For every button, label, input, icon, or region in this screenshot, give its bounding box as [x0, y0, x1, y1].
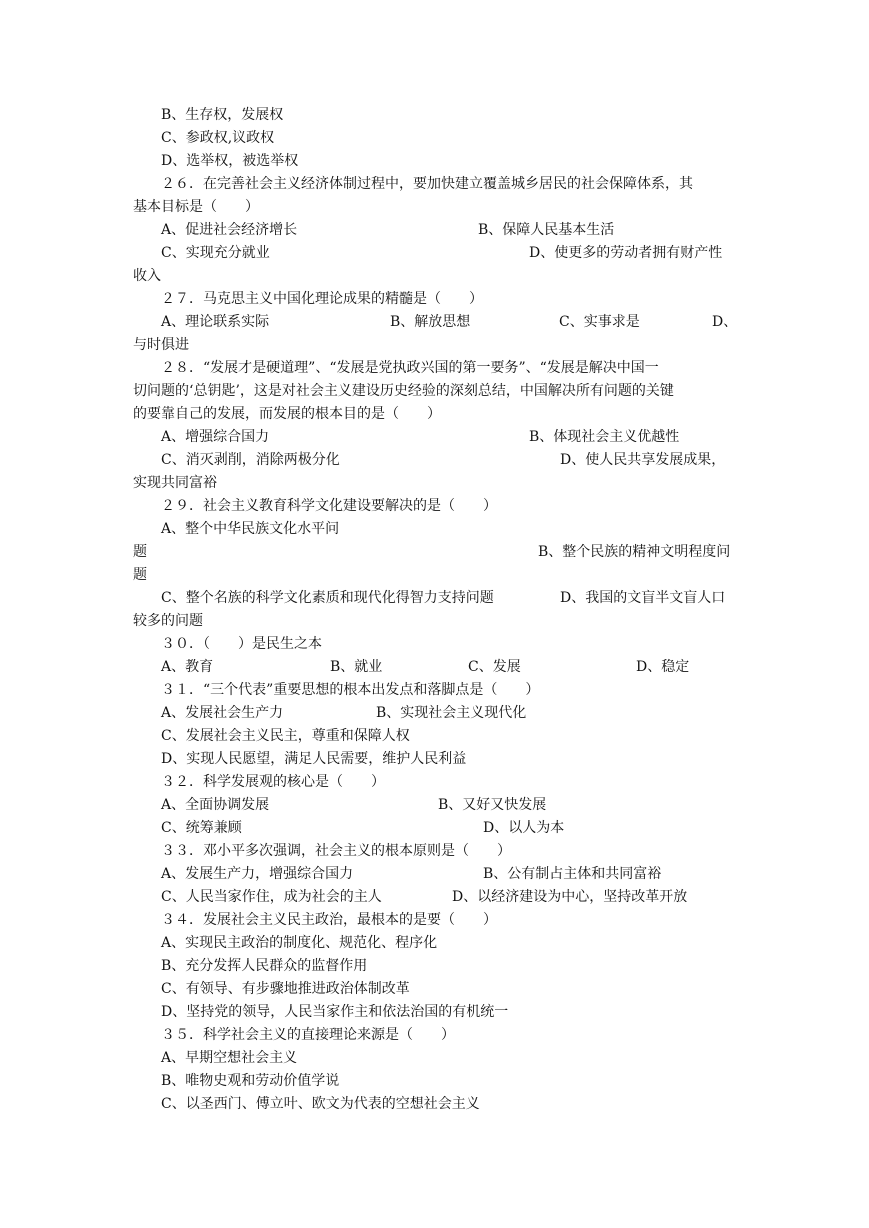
option: C、人民当家作住，成为社会的主人 [161, 889, 382, 905]
question-31: ３１．“三个代表”重要思想的根本出发点和落脚点是（ ） [161, 682, 540, 698]
option: B、又好又快发展 [438, 797, 547, 813]
question-27: ２７．马克思主义中国化理论成果的精髓是（ ） [161, 291, 483, 307]
option: D、以人为本 [483, 820, 565, 836]
option: B、充分发挥人民群众的监督作用 [161, 958, 368, 974]
option: C、整个名族的科学文化素质和现代化得智力支持问题 [161, 590, 494, 606]
option: A、发展生产力，增强综合国力 [161, 866, 354, 882]
question-32: ３２．科学发展观的核心是（ ） [161, 774, 385, 790]
option: D、实现人民愿望，满足人民需要，维护人民利益 [161, 751, 467, 767]
question-29: ２９．社会主义教育科学文化建设要解决的是（ ） [161, 498, 497, 514]
option: C、有领导、有步骤地推进政治体制改革 [161, 981, 410, 997]
question-28: ２８．“发展才是硬道理”、“发展是党执政兴国的第一要务”、“发展是解决中国一 [161, 360, 659, 376]
option: A、增强综合国力 [161, 429, 270, 445]
option: C、统筹兼顾 [161, 820, 242, 836]
text-line: 与时俱进 [133, 337, 189, 353]
option: A、早期空想社会主义 [161, 1050, 298, 1066]
option: C、实现充分就业 [161, 245, 270, 261]
option: A、教育 [161, 659, 214, 675]
option: D、稳定 [636, 659, 690, 675]
text-line: 题 [133, 567, 147, 583]
option: D、使人民共享发展成果， [560, 452, 726, 468]
option: C、实事求是 [559, 314, 640, 330]
text-line: 收入 [133, 268, 161, 284]
option: B、就业 [330, 659, 383, 675]
option: D、 [712, 314, 738, 330]
option: A、理论联系实际 [161, 314, 270, 330]
option: B、解放思想 [390, 314, 471, 330]
question-34: ３４．发展社会主义民主政治，最根本的是要（ ） [161, 912, 497, 928]
text-line: 题 [133, 544, 147, 560]
question-35: ３５．科学社会主义的直接理论来源是（ ） [161, 1027, 455, 1043]
option: D、以经济建设为中心，坚持改革开放 [452, 889, 688, 905]
text-line: B、生存权，发展权 [161, 107, 284, 123]
option: B、体现社会主义优越性 [529, 429, 680, 445]
question-26: ２６．在完善社会主义经济体制过程中，要加快建立覆盖城乡居民的社会保障体系，其 [161, 176, 693, 192]
text-line: 基本目标是（ ） [133, 199, 259, 215]
text-line: C、参政权,议政权 [161, 130, 275, 146]
option: D、坚持党的领导，人民当家作主和依法治国的有机统一 [161, 1004, 509, 1020]
option: A、促进社会经济增长 [161, 222, 298, 238]
option: B、唯物史观和劳动价值学说 [161, 1073, 340, 1089]
option: A、发展社会生产力 [161, 705, 284, 721]
option: A、整个中华民族文化水平问 [161, 521, 340, 537]
option: B、公有制占主体和共同富裕 [483, 866, 662, 882]
option: B、整个民族的精神文明程度问 [538, 544, 731, 560]
option: B、保障人民基本生活 [478, 222, 615, 238]
option: C、发展 [468, 659, 521, 675]
text-line: 切问题的‘总钥匙’，这是对社会主义建设历史经验的深刻总结，中国解决所有问题的关键 [133, 383, 674, 399]
option: A、全面协调发展 [161, 797, 270, 813]
option: D、使更多的劳动者拥有财产性 [529, 245, 723, 261]
option: C、消灭剥削，消除两极分化 [161, 452, 340, 468]
option: B、实现社会主义现代化 [376, 705, 527, 721]
text-line: 的要靠自己的发展，而发展的根本目的是（ ） [133, 406, 441, 422]
option: D、我国的文盲半文盲人口 [560, 590, 726, 606]
option: A、实现民主政治的制度化、规范化、程序化 [161, 935, 438, 951]
text-line: 实现共同富裕 [133, 475, 217, 491]
question-33: ３３．邓小平多次强调，社会主义的根本原则是（ ） [161, 843, 511, 859]
text-line: 较多的问题 [133, 613, 203, 629]
question-30: ３０．（ ）是民生之本 [161, 636, 322, 652]
option: C、以圣西门、傅立叶、欧文为代表的空想社会主义 [161, 1096, 480, 1112]
option: C、发展社会主义民主，尊重和保障人权 [161, 728, 410, 744]
text-line: D、选举权，被选举权 [161, 153, 299, 169]
